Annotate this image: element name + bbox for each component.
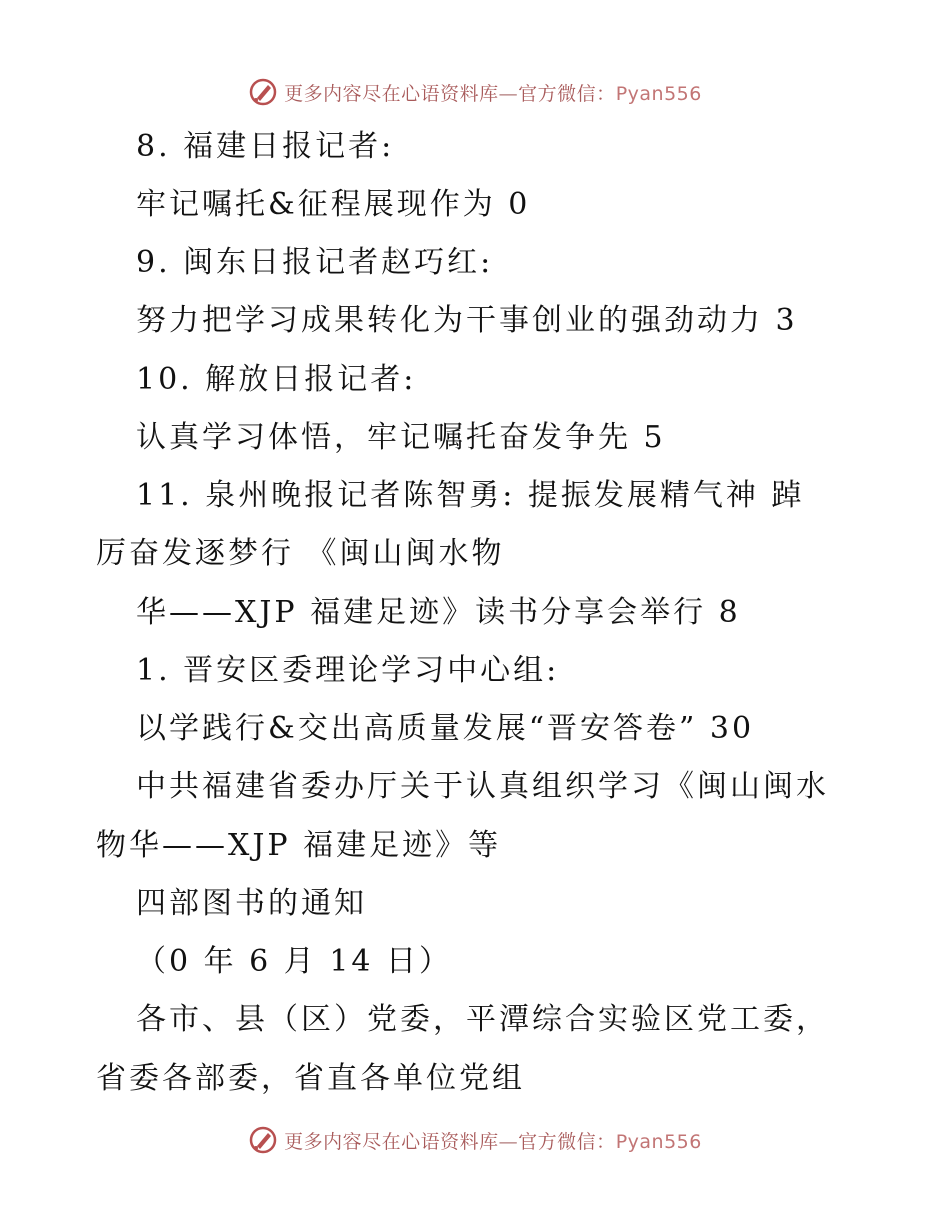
notice-date: （0 年 6 月 14 日） (136, 944, 453, 979)
footer-watermark (0, 1120, 950, 1160)
wechat-id: Pyan556 (615, 82, 702, 105)
toc-item-10-title: 认真学习体悟，牢记嘱托奋发争先 5 (136, 420, 666, 455)
toc-item-11-title: 华——XJP 福建足迹》读书分享会举行 8 (136, 595, 741, 630)
toc-item-8-title: 牢记嘱托&征程展现作为 0 (136, 187, 531, 222)
recipients-cont: 省委各部委，省直各单位党组 (96, 1061, 525, 1096)
watermark-text: 更多内容尽在心语资料库—官方微信：Pyan556 (284, 82, 702, 105)
recipients: 各市、县（区）党委，平潭综合实验区党工委， (136, 1002, 829, 1037)
toc-item-9-title: 努力把学习成果转化为干事创业的强劲动力 3 (136, 303, 798, 338)
toc-item-1: 1. 晋安区委理论学习中心组: (136, 653, 560, 688)
notice-title-end: 四部图书的通知 (136, 886, 367, 921)
notice-title: 中共福建省委办厅关于认真组织学习《闽山闽水 (136, 769, 829, 804)
toc-item-1-title: 以学践行&交出高质量发展“晋安答卷” 30 (136, 711, 755, 746)
toc-item-8: 8. 福建日报记者: (136, 129, 395, 164)
watermark-text: 更多内容尽在心语资料库—官方微信：Pyan556 (284, 1130, 702, 1153)
pen-logo-icon (248, 77, 278, 107)
pen-logo-icon (248, 1125, 278, 1155)
notice-title-cont: 物华——XJP 福建足迹》等 (96, 828, 502, 863)
toc-item-9: 9. 闽东日报记者赵巧红: (136, 245, 494, 280)
toc-item-10: 10. 解放日报记者: (136, 362, 417, 397)
header-watermark (0, 72, 950, 112)
toc-item-11: 11. 泉州晚报记者陈智勇: 提振发展精气神 踔 (136, 478, 805, 513)
toc-item-11-cont: 厉奋发逐梦行 《闽山闽水物 (96, 536, 505, 571)
wechat-id: Pyan556 (615, 1130, 702, 1153)
